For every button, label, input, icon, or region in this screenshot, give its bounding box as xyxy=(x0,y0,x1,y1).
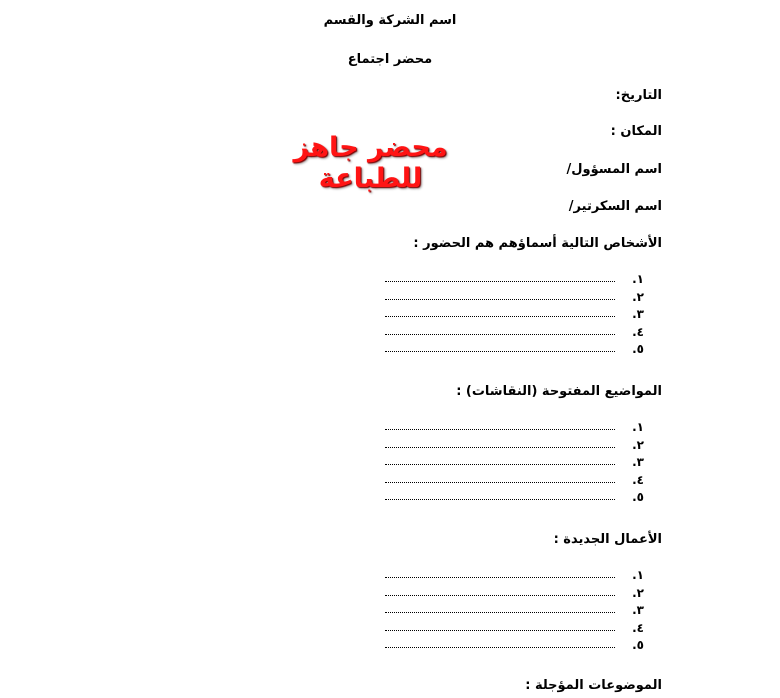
fill-line[interactable] xyxy=(385,429,615,430)
list-item xyxy=(385,638,645,656)
new-tasks-list xyxy=(385,568,645,656)
new-tasks-section-title: الأعمال الجديدة : xyxy=(553,532,662,547)
list-item xyxy=(385,438,645,456)
item-number: ٢. xyxy=(632,585,644,600)
attendees-section-title: الأشخاص التالية أسماؤهم هم الحضور : xyxy=(413,236,662,251)
fill-line[interactable] xyxy=(385,316,615,317)
list-item xyxy=(385,586,645,604)
item-number: ٣. xyxy=(632,603,644,617)
fill-line[interactable] xyxy=(385,612,615,613)
postponed-topics-section-title: الموضوعات المؤجلة : xyxy=(525,678,662,693)
fill-line[interactable] xyxy=(385,499,615,500)
list-item xyxy=(385,455,645,473)
item-number: ٢. xyxy=(632,437,644,452)
list-item xyxy=(385,603,645,621)
item-number: ١. xyxy=(632,568,644,582)
ready-to-print-stamp: محضر جاهز للطباعة xyxy=(293,132,448,194)
list-item xyxy=(385,420,645,438)
list-item xyxy=(385,473,645,491)
open-topics-section-title: المواضيع المفتوحة (النقاشات) : xyxy=(456,384,662,399)
fill-line[interactable] xyxy=(385,630,615,631)
item-number: ٤. xyxy=(632,620,644,635)
date-field-label: التاريخ: xyxy=(615,88,662,103)
fill-line[interactable] xyxy=(385,464,615,465)
open-topics-list xyxy=(385,420,645,508)
document-title: محضر اجتماع xyxy=(347,52,433,67)
fill-line[interactable] xyxy=(385,595,615,596)
fill-line[interactable] xyxy=(385,647,615,648)
fill-line[interactable] xyxy=(385,577,615,578)
list-item xyxy=(385,325,645,343)
responsible-name-label: اسم المسؤول/ xyxy=(566,162,662,177)
item-number: ٣. xyxy=(632,307,644,321)
list-item xyxy=(385,290,645,308)
company-department-heading: اسم الشركة والقسم xyxy=(323,13,457,28)
attendees-list xyxy=(385,272,645,360)
item-number: ٥. xyxy=(632,490,644,504)
list-item xyxy=(385,272,645,290)
item-number: ٢. xyxy=(632,289,644,304)
item-number: ١. xyxy=(632,420,644,434)
item-number: ٤. xyxy=(632,324,644,339)
list-item xyxy=(385,307,645,325)
item-number: ٤. xyxy=(632,472,644,487)
place-field-label: المكان : xyxy=(610,124,662,139)
fill-line[interactable] xyxy=(385,281,615,282)
fill-line[interactable] xyxy=(385,351,615,352)
item-number: ٣. xyxy=(632,455,644,469)
item-number: ١. xyxy=(632,272,644,286)
fill-line[interactable] xyxy=(385,482,615,483)
secretary-name-label: اسم السكرتير/ xyxy=(568,199,662,214)
list-item xyxy=(385,490,645,508)
item-number: ٥. xyxy=(632,342,644,356)
item-number: ٥. xyxy=(632,638,644,652)
fill-line[interactable] xyxy=(385,299,615,300)
fill-line[interactable] xyxy=(385,447,615,448)
list-item xyxy=(385,342,645,360)
fill-line[interactable] xyxy=(385,334,615,335)
list-item xyxy=(385,568,645,586)
list-item xyxy=(385,621,645,639)
